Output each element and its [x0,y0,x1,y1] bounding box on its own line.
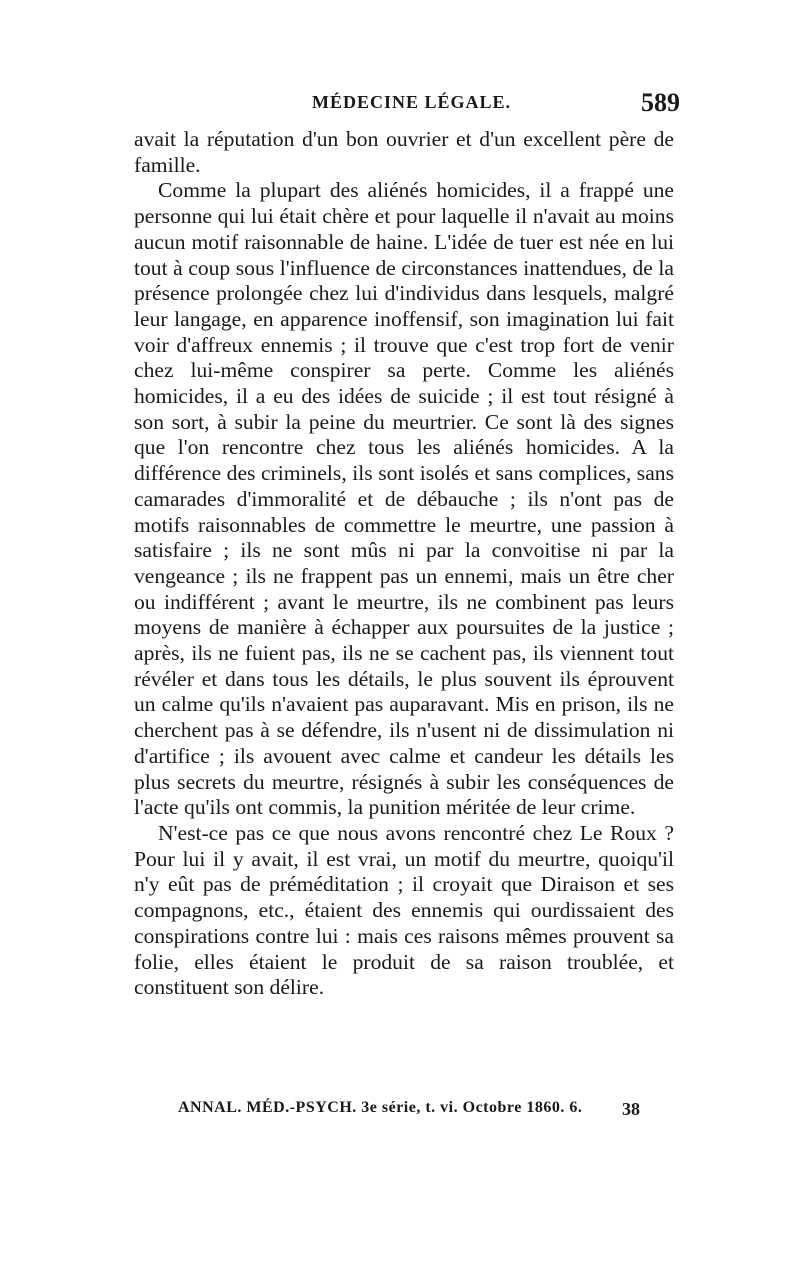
signature-mark: 38 [622,1099,640,1119]
body-text [134,127,674,1001]
paragraph: N'est-ce pas ce que nous avons rencontré chez Le Roux ? Pour lui il y avait, il est vrai, un motif du meurtre, quoiqu'il n'y eût pas de préméditation ; il croyait que Diraison et ses compagnons, etc., étaient des ennemis qui ourdissaient des conspirations contre lui : mais ces raisons mêmes prouvent sa folie, elles étaient le produit de sa raison troublée, et constituent son délire. [134,820,674,1000]
page-number: 589 [641,88,680,117]
journal-citation: ANNAL. MÉD.-PSYCH. 3e série, t. vi. Octobre 1860. 6. [178,1099,583,1116]
paragraph: Comme la plupart des aliénés homicides, il a frappé une personne qui lui était chère et pour laquelle il n'avait au moins aucun motif raisonnable de haine. L'idée de tuer est née en lui tout à coup sous l'influence de circonstances inattendues, de la présence prolongée chez lui d'individus dans lesquels, malgré leur langage, en apparence inoffensif, son imagination lui fait voir d'affreux ennemis ; il trouve que c'est trop fort de venir chez lui-même conspirer sa perte. Comme les aliénés homicides, il a eu des idées de suicide ; il est tout résigné à son sort, à subir la peine du meurtrier. Ce sont là des signes que l'on rencontre chez tous les aliénés homicides. A la différence des criminels, ils sont isolés et sans complices, sans camarades d'immoralité et de débauche ; ils n'ont pas de motifs raisonnables de commettre le meurtre, une passion à satisfaire ; ils ne sont mûs ni par la convoitise ni par la vengeance ; ils ne frappent pas un ennemi, mais un être cher ou indifférent ; avant le meurtre, ils ne combinent pas leurs moyens de manière à échapper aux poursuites de la justice ; après, ils ne fuient pas, ils ne se cachent pas, ils viennent tout révéler et dans tous les détails, le plus souvent ils éprouvent un calme qu'ils n'avaient pas auparavant. Mis en prison, ils ne cherchent pas à se défendre, ils n'usent ni de dissimulation ni d'artifice ; ils avouent avec calme et candeur les détails les plus secrets du meurtre, résignés à subir les conséquences de l'acte qu'ils ont commis, la punition méritée de leur crime. [134,178,674,820]
paragraph-continuation: avait la réputation d'un bon ouvrier et d'un excellent père de famille. [134,127,674,177]
running-title: MÉDECINE LÉGALE. [312,92,512,112]
running-header [134,88,680,120]
